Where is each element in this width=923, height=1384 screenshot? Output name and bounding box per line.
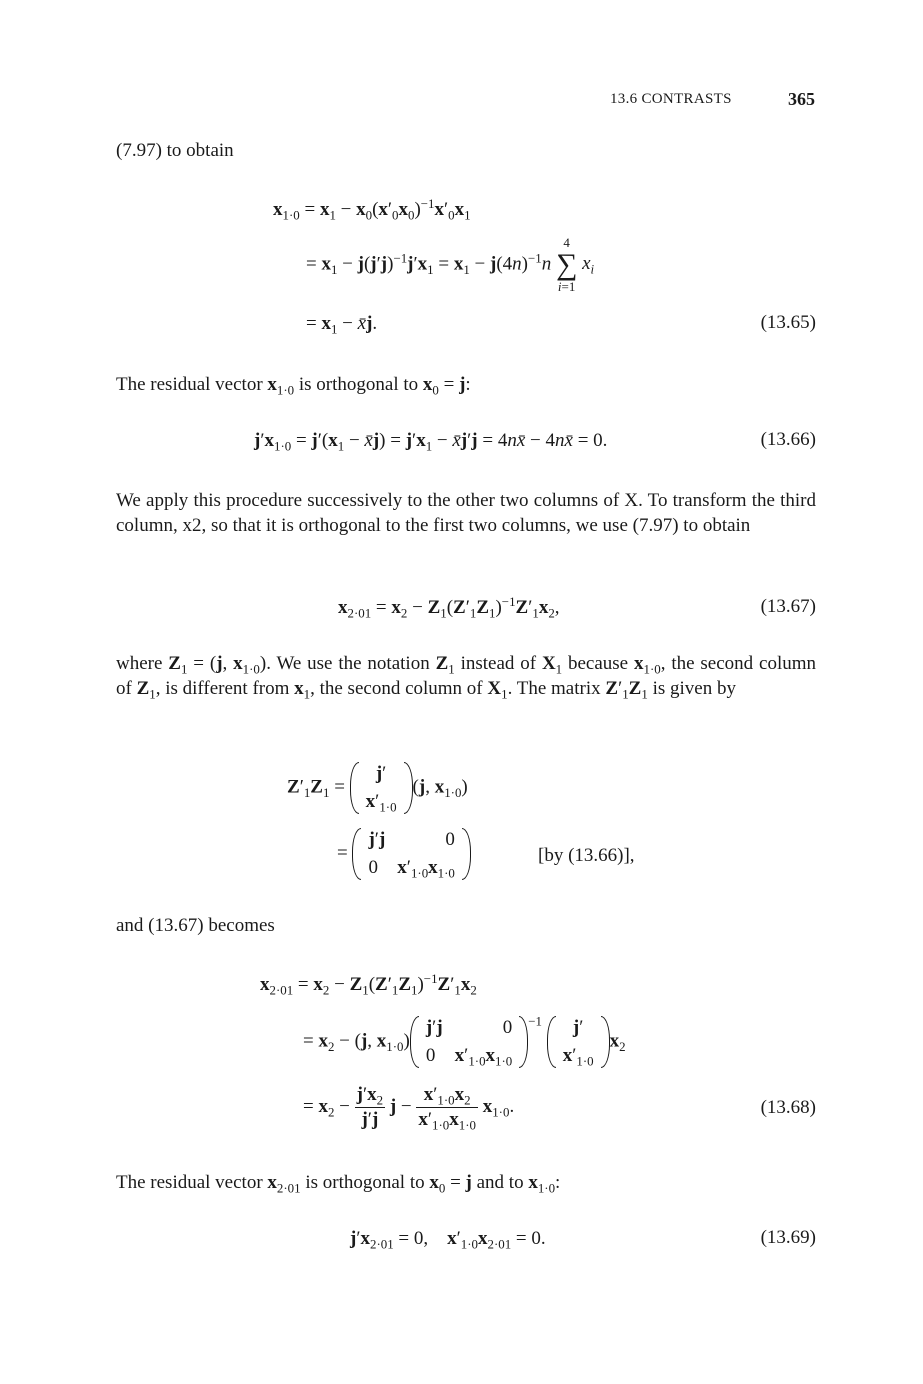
paragraph-residual-2: The residual vector $x_{2\cdot 01}$ is orthogonal to $x_0 = j$ and to $x_{1\cdot 0}$:	[116, 1172, 561, 1196]
equation-13-66: $j'x_{1\cdot 0} = j'(x_1$ − x̄j) = $j'x_1$ − x̄j′j = 4nx̄ − 4nx̄ = 0.	[254, 430, 608, 454]
paragraph-procedure: We apply this procedure successively to the other two columns of X. To transform the third column, x2, so that it is orthogonal to the first two columns, we use (7.97) to obtain	[116, 490, 816, 536]
matrix-diagonal: j′j 0 0 $x'_{1\cdot 0}x_{1\cdot 0}$	[352, 826, 470, 882]
equation-13-65-line-2: = $x_1 - j(j'j)^{-1}j'x_1 = x_1 - j(4n)^{-1}n$ 4 ∑ i=1 $x_i$	[306, 235, 595, 294]
equation-13-65-line-3: = $x_1$ − x̄j.	[306, 313, 378, 337]
equation-number-13-65: (13.65)	[760, 312, 816, 333]
fraction-x10x2-over-x10x10: $\frac{x'_{1\cdot 0}x_2}{x'_{1\cdot 0}x_{1\cdot 0}}$	[418, 1084, 476, 1133]
equation-number-13-69: (13.69)	[760, 1227, 816, 1248]
equation-z1-transpose-z1-line-1: $Z'_1Z_1$ = j′ $x'_{1\cdot 0}$ (j, $x_{1\cdot 0}$)	[287, 760, 468, 816]
fraction-jx2-over-jj: $\frac{j'x_2}{j'j}$	[356, 1084, 384, 1130]
equation-number-13-68: (13.68)	[760, 1097, 816, 1118]
paragraph-intro: (7.97) to obtain	[116, 140, 234, 161]
by-reference-note: [by (13.66)],	[538, 845, 635, 866]
equation-number-13-66: (13.66)	[760, 429, 816, 450]
matrix-column: j′ $x'_{1\cdot 0}$	[350, 760, 413, 816]
equation-13-69: $j'x_{2\cdot 01} = 0$, $x'_{1\cdot 0}x_{2\cdot 01} = 0$.	[350, 1228, 546, 1252]
equation-13-68-line-2: = $x_2 - (j$, $x_{1\cdot 0}$) j′j 0 0 $x'_{1\cdot 0}x_{1\cdot 0}$ $^{-1}$ j′ $x'_{1\cdot 0}$ $x_2$	[303, 1013, 626, 1069]
page-number: 365	[788, 89, 815, 109]
matrix-diagonal-inverse: j′j 0 0 $x'_{1\cdot 0}x_{1\cdot 0}$	[410, 1014, 528, 1070]
equation-13-67: $x_{2\cdot 01} = x_2 - Z_1(Z'_1Z_1)^{-1}Z'_1x_2$,	[338, 593, 560, 621]
equation-number-13-67: (13.67)	[760, 596, 816, 617]
running-header-section: 13.6 CONTRASTS	[610, 91, 732, 107]
summation-symbol: 4 ∑ i=1	[555, 235, 578, 294]
equation-13-68-line-1: $x_{2\cdot 01} = x_2 - Z_1(Z'_1Z_1)^{-1}Z'_1x_2$	[260, 970, 477, 998]
paragraph-where-z1: where $Z_1 = (j$, $x_{1\cdot 0}$). We use the notation $Z_1$ instead of $X_1$ because $x_{1\cdot 0}$, the second column of $Z_1$, is different from $x_1$, the second column of $X_1$. The matrix $Z'_1Z_1$ is given by	[116, 653, 816, 702]
paragraph-becomes: and (13.67) becomes	[116, 915, 275, 936]
equation-z1-transpose-z1-line-2: = j′j 0 0 $x'_{1\cdot 0}x_{1\cdot 0}$	[337, 826, 471, 882]
paragraph-residual-1: The residual vector $x_{1\cdot 0}$ is orthogonal to $x_0 = j$:	[116, 374, 471, 398]
equation-13-68-line-3: = $x_2$ − $\frac{j'x_2}{j'j}$ j − $\frac{x'_{1\cdot 0}x_2}{x'_{1\cdot 0}x_{1\cdot 0}}$ $x_{1\cdot 0}$.	[303, 1084, 515, 1133]
equation-13-65-line-1: $x_{1\cdot 0} = x_1 - x_0(x'_0x_0)^{-1}x'_0x_1$	[273, 195, 471, 223]
matrix-column-2: j′ $x'_{1\cdot 0}$	[547, 1014, 610, 1070]
